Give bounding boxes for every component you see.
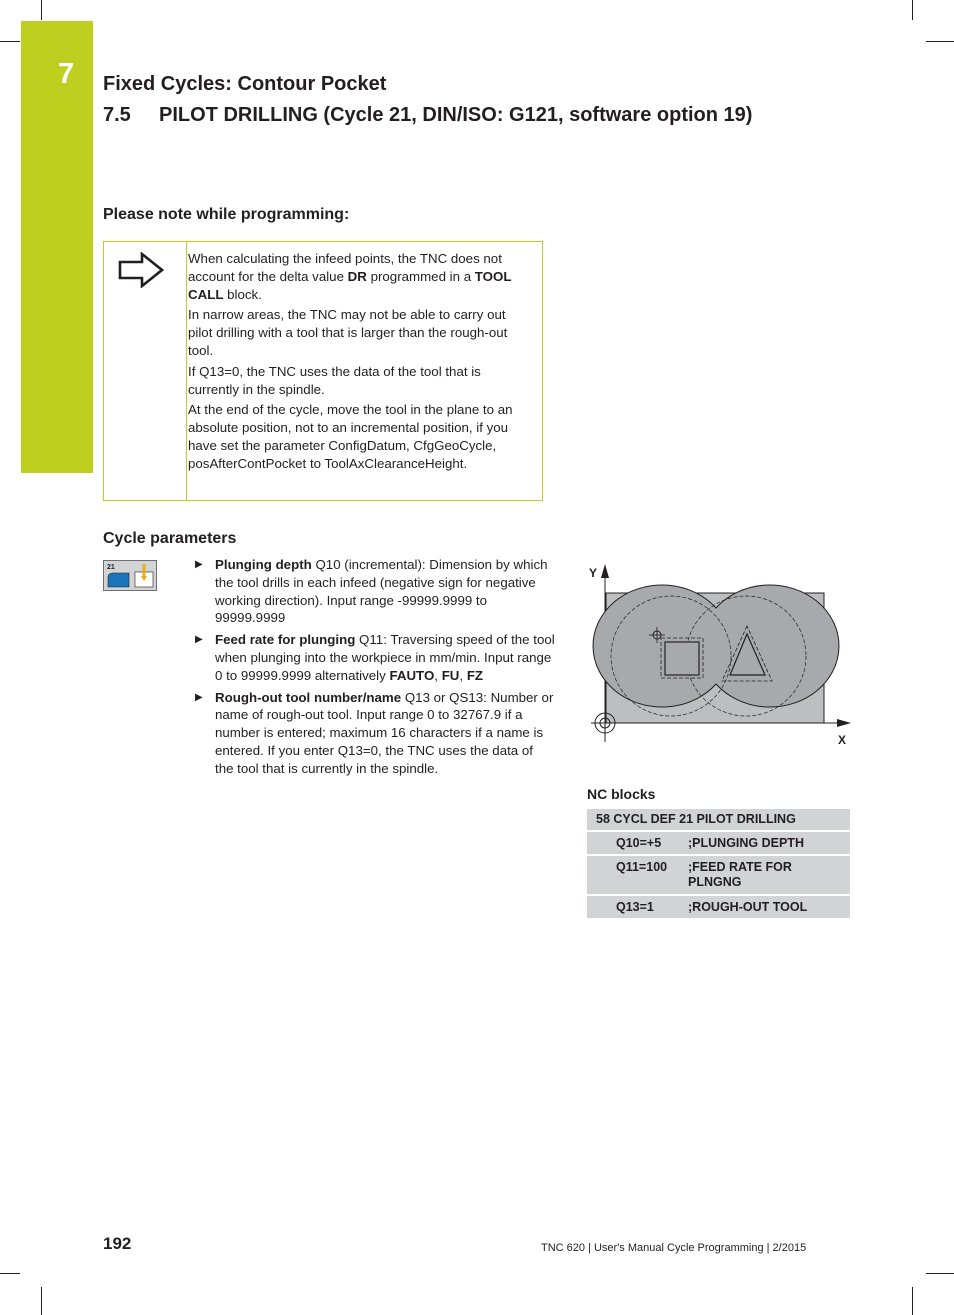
cycle-21-softkey-icon <box>103 560 157 591</box>
nc-block-row <box>587 832 850 854</box>
parameter-list <box>195 556 555 782</box>
crop-mark <box>912 0 913 20</box>
note-text-span: When calculating the infeed points, the TNC does not account for the delta value <box>188 251 502 284</box>
arrow-right-icon <box>118 252 164 288</box>
note-paragraph: If Q13=0, the TNC uses the data of the tool that is currently in the spindle. <box>188 363 481 397</box>
nc-blocks-label: NC blocks <box>587 786 656 802</box>
parameter-item-rough-out-tool <box>195 689 555 778</box>
nc-block-row <box>587 856 850 894</box>
separator: , <box>434 667 442 683</box>
keyword-fu: FU <box>441 667 460 683</box>
nc-block-header-text: 58 CYCL DEF 21 PILOT DRILLING <box>596 812 796 826</box>
parameter-name: Feed rate for plunging <box>215 632 356 648</box>
note-box <box>103 241 543 501</box>
crop-mark <box>926 41 954 42</box>
square-island <box>665 642 699 675</box>
note-keyword-dr: DR <box>347 268 367 284</box>
bullet-triangle-icon: ▶ <box>195 691 203 703</box>
nc-comment: ;FEED RATE FOR PLNGNG <box>688 860 792 889</box>
note-divider <box>186 242 187 500</box>
y-axis-label: Y <box>589 566 598 580</box>
cycle-icon-label: 21 <box>107 564 115 571</box>
parameter-description: Q13 or QS13: Number or name of rough-out tool. Input range 0 to 32767.9 if a number is entered; maximum 16 characters if a name is entered. If you enter Q13=0, the TNC uses the data of the tool that is currently in the spindle. <box>215 689 554 776</box>
x-axis-label: X <box>838 733 847 747</box>
chapter-tab <box>21 21 93 473</box>
cycle-heading: Cycle parameters <box>103 530 237 547</box>
note-text-span: block. <box>223 286 262 302</box>
nc-block-header <box>587 809 850 830</box>
parameter-description: Q10 (incremental): Dimension by which the tool drills in each infeed (negative sign for negative working direction). Input range -99999.9999 to 99999.9999 <box>215 557 548 626</box>
crop-mark <box>41 0 42 20</box>
crop-mark <box>41 1287 42 1315</box>
chapter-number: 7 <box>58 58 75 90</box>
separator: , <box>459 667 467 683</box>
note-keyword-tool-call: TOOL CALL <box>188 268 512 302</box>
nc-param: Q10=+5 <box>616 836 662 850</box>
nc-block-row <box>587 896 850 918</box>
crop-mark <box>0 1273 20 1274</box>
page-number: 192 <box>103 1234 132 1253</box>
crop-mark <box>0 41 20 42</box>
crop-mark <box>912 1287 913 1315</box>
parameter-name: Rough-out tool number/name <box>215 689 402 705</box>
section-title: PILOT DRILLING (Cycle 21, DIN/ISO: G121, software option 19) <box>159 104 753 126</box>
keyword-fz: FZ <box>466 667 484 683</box>
note-text-span: programmed in a <box>366 268 475 284</box>
keyword-fauto: FAUTO <box>389 667 435 683</box>
nc-comment: ;PLUNGING DEPTH <box>688 836 804 850</box>
note-text <box>188 250 528 476</box>
note-paragraph: At the end of the cycle, move the tool in the plane to an absolute position, not to an incremental position, if you have set the parameter ConfigDatum, CfgGeoCycle, posAfterContPocket to ToolAxClearanceHeight. <box>188 402 513 471</box>
parameter-item-feed-rate <box>195 631 555 684</box>
nc-comment: ;ROUGH-OUT TOOL <box>688 900 808 914</box>
note-heading: Please note while programming: <box>103 206 350 223</box>
bullet-triangle-icon: ▶ <box>195 634 203 646</box>
x-arrow-icon <box>837 719 851 727</box>
crop-mark <box>926 1273 954 1274</box>
y-arrow-icon <box>601 564 609 578</box>
footer-text: TNC 620 | User's Manual Cycle Programming | 2/2015 <box>541 1242 807 1254</box>
section-number: 7.5 <box>103 104 131 126</box>
pocket-diagram <box>585 562 855 750</box>
parameter-item-plunging-depth <box>195 556 555 627</box>
chapter-title: Fixed Cycles: Contour Pocket <box>103 73 387 95</box>
note-paragraph <box>188 250 528 303</box>
nc-param: Q13=1 <box>616 900 654 914</box>
parameter-name: Plunging depth <box>215 557 312 572</box>
note-paragraph: In narrow areas, the TNC may not be able to carry out pilot drilling with a tool that is larger than the rough-out tool. <box>188 307 508 358</box>
nc-param: Q11=100 <box>616 860 668 874</box>
parameter-description: Q11: Traversing speed of the tool when plunging into the workpiece in mm/min. Input range 0 to 99999.9999 alternatively <box>215 632 555 683</box>
bullet-triangle-icon: ▶ <box>195 559 203 570</box>
